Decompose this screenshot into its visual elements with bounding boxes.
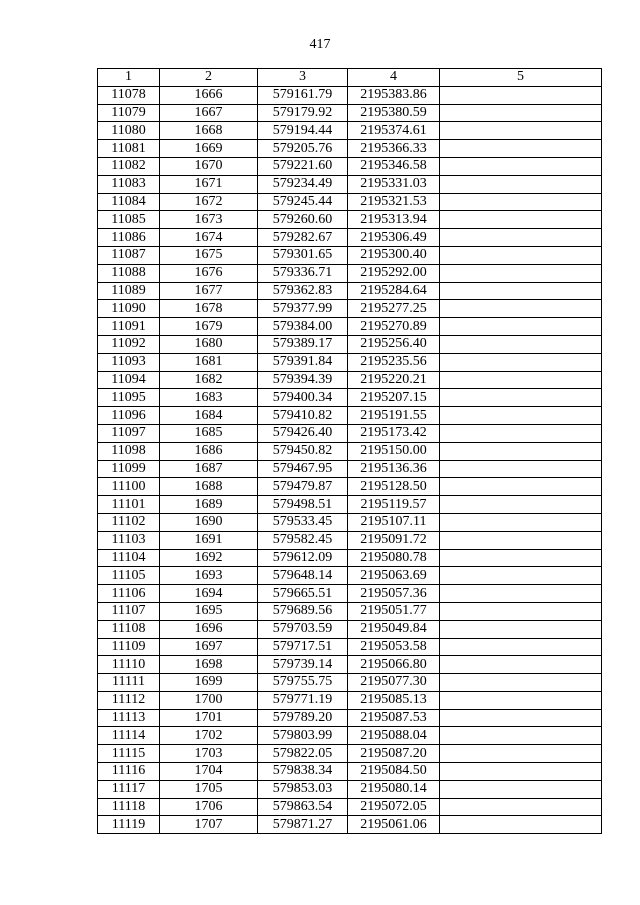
y-coordinate-cell: 2195366.33 — [348, 140, 440, 158]
x-coordinate-cell: 579391.84 — [258, 353, 348, 371]
x-coordinate-cell: 579717.51 — [258, 638, 348, 656]
table-row — [98, 727, 602, 745]
table-row — [98, 478, 602, 496]
point-id-cell: 11104 — [98, 549, 160, 567]
y-coordinate-cell: 2195277.25 — [348, 300, 440, 318]
table-row — [98, 175, 602, 193]
note-cell — [440, 745, 602, 763]
point-number-cell: 1690 — [160, 513, 258, 531]
point-id-cell: 11093 — [98, 353, 160, 371]
x-coordinate-cell: 579389.17 — [258, 335, 348, 353]
point-id-cell: 11080 — [98, 122, 160, 140]
point-id-cell: 11117 — [98, 780, 160, 798]
point-id-cell: 11105 — [98, 567, 160, 585]
note-cell — [440, 318, 602, 336]
point-id-cell: 11083 — [98, 175, 160, 193]
note-cell — [440, 656, 602, 674]
note-cell — [440, 798, 602, 816]
point-number-cell: 1684 — [160, 407, 258, 425]
x-coordinate-cell: 579467.95 — [258, 460, 348, 478]
x-coordinate-cell: 579377.99 — [258, 300, 348, 318]
x-coordinate-cell: 579194.44 — [258, 122, 348, 140]
point-id-cell: 11116 — [98, 763, 160, 781]
x-coordinate-cell: 579871.27 — [258, 816, 348, 834]
x-coordinate-cell: 579245.44 — [258, 193, 348, 211]
point-number-cell: 1704 — [160, 763, 258, 781]
point-id-cell: 11114 — [98, 727, 160, 745]
table-row — [98, 371, 602, 389]
y-coordinate-cell: 2195087.53 — [348, 709, 440, 727]
note-cell — [440, 246, 602, 264]
point-number-cell: 1706 — [160, 798, 258, 816]
point-id-cell: 11095 — [98, 389, 160, 407]
x-coordinate-cell: 579612.09 — [258, 549, 348, 567]
x-coordinate-cell: 579450.82 — [258, 442, 348, 460]
y-coordinate-cell: 2195300.40 — [348, 246, 440, 264]
table-row — [98, 140, 602, 158]
x-coordinate-cell: 579838.34 — [258, 763, 348, 781]
y-coordinate-cell: 2195235.56 — [348, 353, 440, 371]
point-id-cell: 11099 — [98, 460, 160, 478]
point-id-cell: 11081 — [98, 140, 160, 158]
point-number-cell: 1674 — [160, 229, 258, 247]
point-id-cell: 11110 — [98, 656, 160, 674]
table-row — [98, 620, 602, 638]
y-coordinate-cell: 2195331.03 — [348, 175, 440, 193]
y-coordinate-cell: 2195150.00 — [348, 442, 440, 460]
point-number-cell: 1698 — [160, 656, 258, 674]
point-id-cell: 11085 — [98, 211, 160, 229]
note-cell — [440, 300, 602, 318]
point-number-cell: 1691 — [160, 531, 258, 549]
note-cell — [440, 585, 602, 603]
y-coordinate-cell: 2195080.78 — [348, 549, 440, 567]
x-coordinate-cell: 579665.51 — [258, 585, 348, 603]
point-number-cell: 1668 — [160, 122, 258, 140]
x-coordinate-cell: 579384.00 — [258, 318, 348, 336]
point-number-cell: 1672 — [160, 193, 258, 211]
x-coordinate-cell: 579689.56 — [258, 602, 348, 620]
table-row — [98, 442, 602, 460]
y-coordinate-cell: 2195061.06 — [348, 816, 440, 834]
y-coordinate-cell: 2195321.53 — [348, 193, 440, 211]
point-id-cell: 11118 — [98, 798, 160, 816]
point-number-cell: 1666 — [160, 86, 258, 104]
table-row — [98, 602, 602, 620]
table-row — [98, 318, 602, 336]
note-cell — [440, 122, 602, 140]
point-id-cell: 11102 — [98, 513, 160, 531]
x-coordinate-cell: 579301.65 — [258, 246, 348, 264]
point-id-cell: 11112 — [98, 691, 160, 709]
note-cell — [440, 549, 602, 567]
y-coordinate-cell: 2195380.59 — [348, 104, 440, 122]
table-row — [98, 763, 602, 781]
x-coordinate-cell: 579863.54 — [258, 798, 348, 816]
table-row — [98, 300, 602, 318]
x-coordinate-cell: 579771.19 — [258, 691, 348, 709]
note-cell — [440, 602, 602, 620]
point-id-cell: 11111 — [98, 674, 160, 692]
note-cell — [440, 727, 602, 745]
point-number-cell: 1696 — [160, 620, 258, 638]
point-number-cell: 1694 — [160, 585, 258, 603]
point-number-cell: 1682 — [160, 371, 258, 389]
point-id-cell: 11103 — [98, 531, 160, 549]
x-coordinate-cell: 579822.05 — [258, 745, 348, 763]
note-cell — [440, 407, 602, 425]
y-coordinate-cell: 2195049.84 — [348, 620, 440, 638]
note-cell — [440, 763, 602, 781]
point-number-cell: 1687 — [160, 460, 258, 478]
y-coordinate-cell: 2195063.69 — [348, 567, 440, 585]
x-coordinate-cell: 579179.92 — [258, 104, 348, 122]
x-coordinate-cell: 579755.75 — [258, 674, 348, 692]
table-row — [98, 460, 602, 478]
point-number-cell: 1699 — [160, 674, 258, 692]
point-number-cell: 1705 — [160, 780, 258, 798]
table-row — [98, 264, 602, 282]
y-coordinate-cell: 2195292.00 — [348, 264, 440, 282]
table-row — [98, 389, 602, 407]
table-row — [98, 780, 602, 798]
note-cell — [440, 816, 602, 834]
header-cell-2: 2 — [160, 69, 258, 87]
table-row — [98, 246, 602, 264]
table-row — [98, 229, 602, 247]
y-coordinate-cell: 2195066.80 — [348, 656, 440, 674]
x-coordinate-cell: 579400.34 — [258, 389, 348, 407]
note-cell — [440, 567, 602, 585]
point-number-cell: 1701 — [160, 709, 258, 727]
point-id-cell: 11119 — [98, 816, 160, 834]
y-coordinate-cell: 2195091.72 — [348, 531, 440, 549]
point-id-cell: 11115 — [98, 745, 160, 763]
note-cell — [440, 674, 602, 692]
y-coordinate-cell: 2195088.04 — [348, 727, 440, 745]
x-coordinate-cell: 579221.60 — [258, 157, 348, 175]
point-number-cell: 1702 — [160, 727, 258, 745]
table-row — [98, 638, 602, 656]
table-row — [98, 211, 602, 229]
point-number-cell: 1670 — [160, 157, 258, 175]
point-number-cell: 1688 — [160, 478, 258, 496]
point-number-cell: 1692 — [160, 549, 258, 567]
point-id-cell: 11087 — [98, 246, 160, 264]
note-cell — [440, 157, 602, 175]
x-coordinate-cell: 579739.14 — [258, 656, 348, 674]
table-row — [98, 353, 602, 371]
note-cell — [440, 282, 602, 300]
x-coordinate-cell: 579533.45 — [258, 513, 348, 531]
table-row — [98, 745, 602, 763]
note-cell — [440, 424, 602, 442]
x-coordinate-cell: 579803.99 — [258, 727, 348, 745]
note-cell — [440, 638, 602, 656]
point-number-cell: 1667 — [160, 104, 258, 122]
note-cell — [440, 104, 602, 122]
point-id-cell: 11082 — [98, 157, 160, 175]
point-id-cell: 11078 — [98, 86, 160, 104]
table-row — [98, 104, 602, 122]
y-coordinate-cell: 2195057.36 — [348, 585, 440, 603]
table-row — [98, 531, 602, 549]
y-coordinate-cell: 2195173.42 — [348, 424, 440, 442]
x-coordinate-cell: 579260.60 — [258, 211, 348, 229]
note-cell — [440, 709, 602, 727]
table-row — [98, 122, 602, 140]
point-number-cell: 1700 — [160, 691, 258, 709]
y-coordinate-cell: 2195077.30 — [348, 674, 440, 692]
point-number-cell: 1671 — [160, 175, 258, 193]
point-id-cell: 11097 — [98, 424, 160, 442]
x-coordinate-cell: 579410.82 — [258, 407, 348, 425]
header-cell-3: 3 — [258, 69, 348, 87]
x-coordinate-cell: 579479.87 — [258, 478, 348, 496]
table-row — [98, 282, 602, 300]
note-cell — [440, 442, 602, 460]
y-coordinate-cell: 2195191.55 — [348, 407, 440, 425]
point-id-cell: 11090 — [98, 300, 160, 318]
point-id-cell: 11109 — [98, 638, 160, 656]
point-id-cell: 11107 — [98, 602, 160, 620]
note-cell — [440, 513, 602, 531]
page-number: 417 — [309, 37, 331, 52]
note-cell — [440, 335, 602, 353]
note-cell — [440, 211, 602, 229]
y-coordinate-cell: 2195136.36 — [348, 460, 440, 478]
table-header — [98, 69, 602, 87]
note-cell — [440, 229, 602, 247]
point-id-cell: 11089 — [98, 282, 160, 300]
point-id-cell: 11079 — [98, 104, 160, 122]
y-coordinate-cell: 2195270.89 — [348, 318, 440, 336]
point-id-cell: 11086 — [98, 229, 160, 247]
y-coordinate-cell: 2195284.64 — [348, 282, 440, 300]
point-id-cell: 11092 — [98, 335, 160, 353]
x-coordinate-cell: 579336.71 — [258, 264, 348, 282]
note-cell — [440, 691, 602, 709]
y-coordinate-cell: 2195087.20 — [348, 745, 440, 763]
point-number-cell: 1676 — [160, 264, 258, 282]
y-coordinate-cell: 2195080.14 — [348, 780, 440, 798]
header-cell-4: 4 — [348, 69, 440, 87]
note-cell — [440, 496, 602, 514]
point-number-cell: 1678 — [160, 300, 258, 318]
point-number-cell: 1703 — [160, 745, 258, 763]
point-id-cell: 11084 — [98, 193, 160, 211]
point-number-cell: 1669 — [160, 140, 258, 158]
point-number-cell: 1689 — [160, 496, 258, 514]
y-coordinate-cell: 2195220.21 — [348, 371, 440, 389]
y-coordinate-cell: 2195207.15 — [348, 389, 440, 407]
table-row — [98, 496, 602, 514]
point-number-cell: 1680 — [160, 335, 258, 353]
note-cell — [440, 140, 602, 158]
y-coordinate-cell: 2195119.57 — [348, 496, 440, 514]
point-number-cell: 1679 — [160, 318, 258, 336]
y-coordinate-cell: 2195306.49 — [348, 229, 440, 247]
x-coordinate-cell: 579426.40 — [258, 424, 348, 442]
point-id-cell: 11088 — [98, 264, 160, 282]
table-body — [98, 86, 602, 833]
point-number-cell: 1685 — [160, 424, 258, 442]
x-coordinate-cell: 579582.45 — [258, 531, 348, 549]
note-cell — [440, 175, 602, 193]
point-number-cell: 1686 — [160, 442, 258, 460]
point-id-cell: 11094 — [98, 371, 160, 389]
note-cell — [440, 371, 602, 389]
y-coordinate-cell: 2195256.40 — [348, 335, 440, 353]
point-number-cell: 1677 — [160, 282, 258, 300]
table-row — [98, 656, 602, 674]
table-row — [98, 798, 602, 816]
x-coordinate-cell: 579853.03 — [258, 780, 348, 798]
table-row — [98, 674, 602, 692]
note-cell — [440, 478, 602, 496]
y-coordinate-cell: 2195084.50 — [348, 763, 440, 781]
x-coordinate-cell: 579205.76 — [258, 140, 348, 158]
note-cell — [440, 780, 602, 798]
point-id-cell: 11106 — [98, 585, 160, 603]
note-cell — [440, 460, 602, 478]
y-coordinate-cell: 2195383.86 — [348, 86, 440, 104]
point-number-cell: 1683 — [160, 389, 258, 407]
table-row — [98, 567, 602, 585]
point-id-cell: 11091 — [98, 318, 160, 336]
y-coordinate-cell: 2195051.77 — [348, 602, 440, 620]
x-coordinate-cell: 579362.83 — [258, 282, 348, 300]
note-cell — [440, 620, 602, 638]
y-coordinate-cell: 2195085.13 — [348, 691, 440, 709]
note-cell — [440, 389, 602, 407]
point-id-cell: 11113 — [98, 709, 160, 727]
header-row — [98, 69, 602, 87]
note-cell — [440, 353, 602, 371]
table-row — [98, 816, 602, 834]
y-coordinate-cell: 2195107.11 — [348, 513, 440, 531]
point-number-cell: 1707 — [160, 816, 258, 834]
table-row — [98, 157, 602, 175]
point-number-cell: 1693 — [160, 567, 258, 585]
header-cell-5: 5 — [440, 69, 602, 87]
point-id-cell: 11096 — [98, 407, 160, 425]
table-row — [98, 513, 602, 531]
x-coordinate-cell: 579498.51 — [258, 496, 348, 514]
y-coordinate-cell: 2195346.58 — [348, 157, 440, 175]
coordinates-table — [97, 68, 602, 834]
x-coordinate-cell: 579161.79 — [258, 86, 348, 104]
table-row — [98, 193, 602, 211]
y-coordinate-cell: 2195374.61 — [348, 122, 440, 140]
x-coordinate-cell: 579648.14 — [258, 567, 348, 585]
x-coordinate-cell: 579282.67 — [258, 229, 348, 247]
point-number-cell: 1673 — [160, 211, 258, 229]
note-cell — [440, 86, 602, 104]
y-coordinate-cell: 2195128.50 — [348, 478, 440, 496]
x-coordinate-cell: 579234.49 — [258, 175, 348, 193]
table-row — [98, 549, 602, 567]
header-cell-1: 1 — [98, 69, 160, 87]
y-coordinate-cell: 2195053.58 — [348, 638, 440, 656]
point-number-cell: 1675 — [160, 246, 258, 264]
x-coordinate-cell: 579703.59 — [258, 620, 348, 638]
y-coordinate-cell: 2195313.94 — [348, 211, 440, 229]
table-row — [98, 407, 602, 425]
table-row — [98, 424, 602, 442]
x-coordinate-cell: 579394.39 — [258, 371, 348, 389]
y-coordinate-cell: 2195072.05 — [348, 798, 440, 816]
table-row — [98, 585, 602, 603]
note-cell — [440, 531, 602, 549]
table-row — [98, 335, 602, 353]
table-row — [98, 709, 602, 727]
table-row — [98, 691, 602, 709]
table-row — [98, 86, 602, 104]
point-id-cell: 11101 — [98, 496, 160, 514]
x-coordinate-cell: 579789.20 — [258, 709, 348, 727]
note-cell — [440, 264, 602, 282]
point-number-cell: 1697 — [160, 638, 258, 656]
point-id-cell: 11108 — [98, 620, 160, 638]
point-id-cell: 11100 — [98, 478, 160, 496]
point-id-cell: 11098 — [98, 442, 160, 460]
point-number-cell: 1681 — [160, 353, 258, 371]
point-number-cell: 1695 — [160, 602, 258, 620]
note-cell — [440, 193, 602, 211]
